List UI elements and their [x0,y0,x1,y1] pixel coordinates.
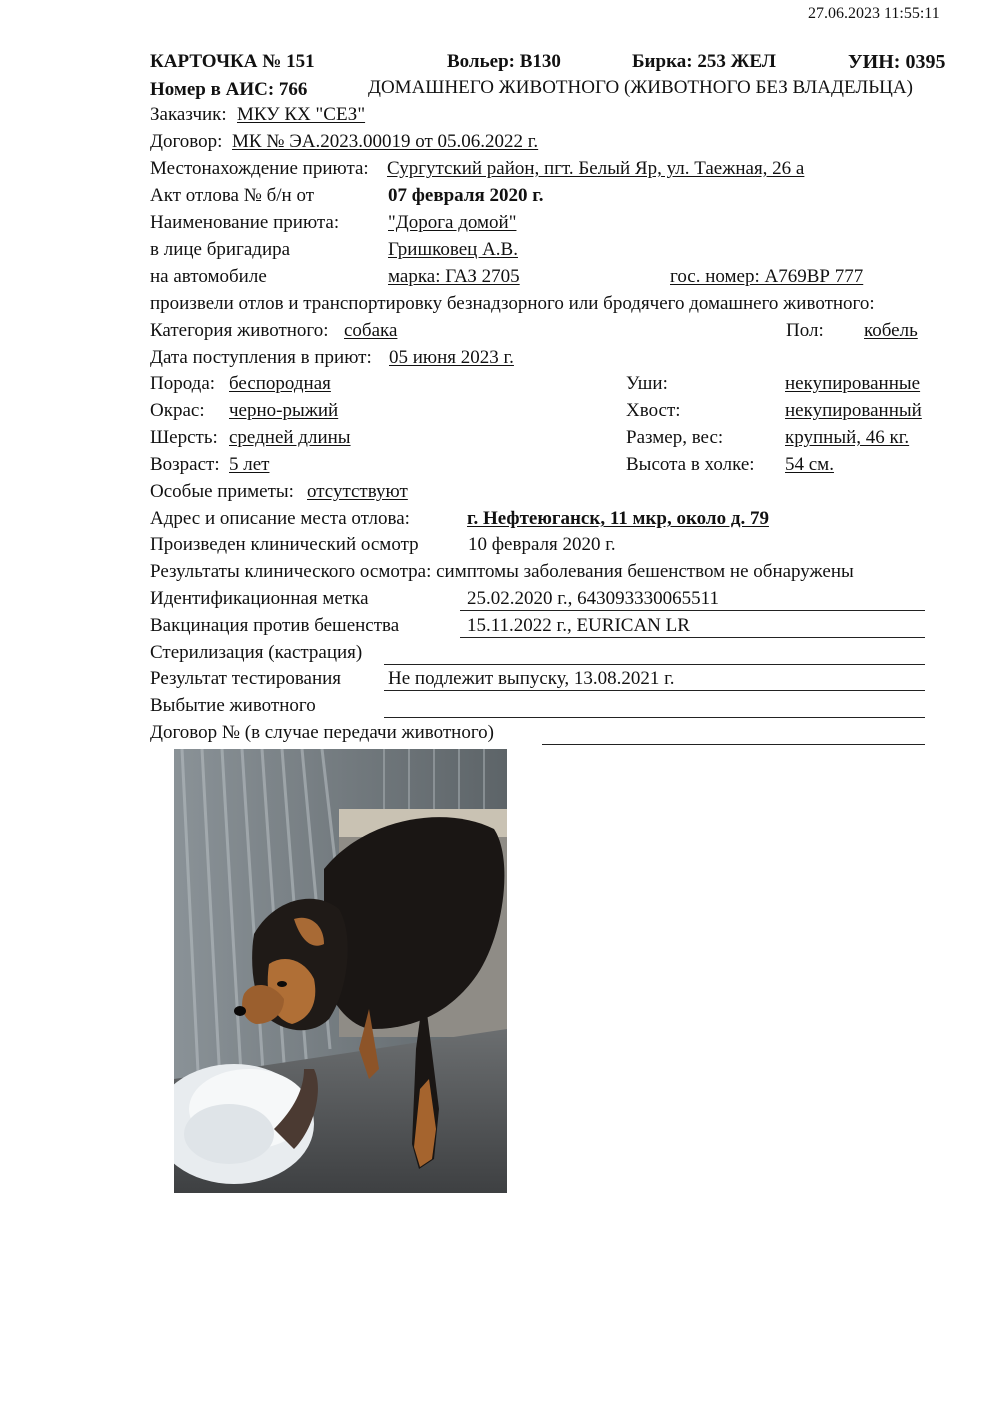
customer-label: Заказчик: [150,104,227,125]
clinical-exam-result: Результаты клинического осмотра: симптомы заболевания бешенством не обнаружены [150,561,854,582]
special-marks-label: Особые приметы: [150,481,294,502]
category-value: собака [344,320,398,341]
shelter-location-value: Сургутский район, пгт. Белый Яр, ул. Таежная, 26 а [387,158,805,179]
breed-label: Порода: [150,373,216,394]
coat-value: средней длины [229,427,351,448]
contract-value: МК № ЭА.2023.00019 от 05.06.2022 г. [232,131,539,152]
age-label: Возраст: [150,454,220,475]
vehicle-plate: гос. номер: А769ВР 777 [670,266,864,287]
enclosure-number: Вольер: В130 [447,51,561,72]
shelter-name-value: "Дорога домой" [388,212,517,233]
sex-value: кобель [864,320,918,341]
sterilization-label: Стерилизация (кастрация) [150,642,363,663]
animal-photo [174,749,507,1193]
capture-act-date: 07 февраля 2020 г. [388,185,544,206]
vaccination-value: 15.11.2022 г., EURICAN LR [467,615,690,636]
foreman-value: Гришковец А.В. [388,239,518,260]
size-value: крупный, 46 кг. [785,427,910,448]
transfer-contract-line [542,744,925,745]
ears-label: Уши: [626,373,668,394]
special-marks-value: отсутствуют [307,481,408,502]
color-label: Окрас: [150,400,205,421]
print-timestamp: 27.06.2023 11:55:11 [808,5,940,22]
sterilization-line [384,664,925,665]
breed-value: беспородная [229,373,331,394]
uin-number: УИН: 0395 [848,51,946,73]
shelter-location-label: Местонахождение приюта: [150,158,369,179]
ais-number: Номер в АИС: 766 [150,79,308,100]
color-value: черно-рыжий [229,400,339,421]
clinical-exam-label: Произведен клинический осмотр [150,534,419,555]
age-value: 5 лет [229,454,270,475]
tag-number: Бирка: 253 ЖЕЛ [632,51,776,72]
test-result-line [384,690,925,691]
tail-label: Хвост: [626,400,681,421]
vaccination-label: Вакцинация против бешенства [150,615,400,636]
capture-act-label: Акт отлова № б/н от [150,185,315,206]
id-mark-line [460,610,925,611]
customer-value: МКУ КХ "СЕЗ" [237,104,366,125]
capture-address-value: г. Нефтеюганск, 11 мкр, около д. 79 [467,508,769,529]
vehicle-label: на автомобиле [150,266,267,287]
test-result-value: Не подлежит выпуску, 13.08.2021 г. [388,668,675,689]
coat-label: Шерсть: [150,427,218,448]
document-title: ДОМАШНЕГО ЖИВОТНОГО (ЖИВОТНОГО БЕЗ ВЛАДЕЛЬЦА) [368,77,913,98]
id-mark-value: 25.02.2020 г., 643093330065511 [467,588,719,609]
size-label: Размер, вес: [626,427,724,448]
vehicle-model: марка: ГАЗ 2705 [388,266,520,287]
height-label: Высота в холке: [626,454,755,475]
capture-address-label: Адрес и описание места отлова: [150,508,410,529]
height-value: 54 см. [785,454,834,475]
category-label: Категория животного: [150,320,329,341]
disposal-label: Выбытие животного [150,695,316,716]
test-result-label: Результат тестирования [150,668,342,689]
ears-value: некупированные [785,373,921,394]
capture-statement: произвели отлов и транспортировку безнадзорного или бродячего домашнего животного: [150,293,875,314]
vaccination-line [460,637,925,638]
disposal-line [384,717,925,718]
clinical-exam-date: 10 февраля 2020 г. [468,534,616,555]
card-number: КАРТОЧКА № 151 [150,51,315,72]
arrival-label: Дата поступления в приют: [150,347,372,368]
arrival-value: 05 июня 2023 г. [389,347,514,368]
tail-value: некупированный [785,400,922,421]
id-mark-label: Идентификационная метка [150,588,369,609]
shelter-name-label: Наименование приюта: [150,212,340,233]
contract-label: Договор: [150,131,223,152]
transfer-contract-label: Договор № (в случае передачи животного) [150,722,494,743]
foreman-label: в лице бригадира [150,239,291,260]
sex-label: Пол: [786,320,824,341]
